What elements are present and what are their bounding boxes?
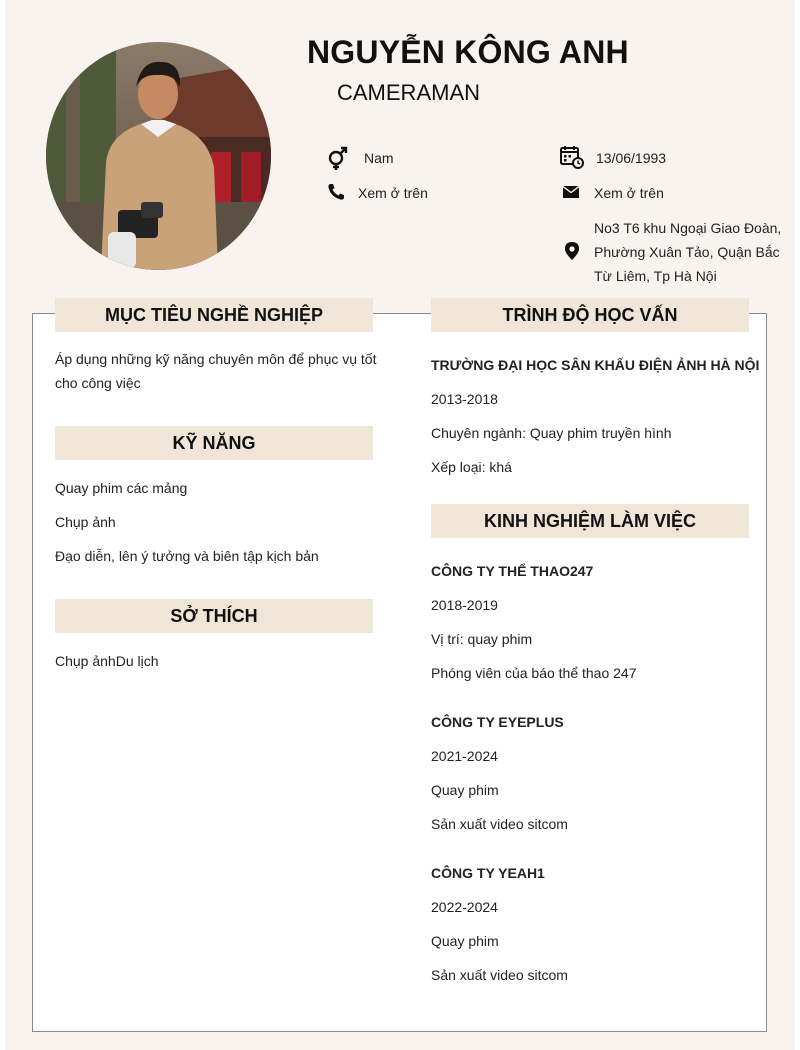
job-description: Phóng viên của báo thể thao 247 [431, 665, 637, 681]
skills-heading: KỸ NĂNG [55, 426, 373, 460]
email-value: Xem ở trên [594, 185, 664, 201]
education-grade: Xếp loại: khá [431, 459, 512, 475]
calendar-icon [560, 145, 584, 172]
frame-top-line [748, 313, 767, 314]
birthday-value: 13/06/1993 [596, 150, 667, 166]
job-company: CÔNG TY THỂ THAO247 [431, 563, 594, 579]
job-role: Quay phim [431, 933, 499, 949]
objective-line: cho công việc [55, 375, 141, 391]
objective-text [55, 347, 385, 395]
job-role: Quay phim [431, 782, 499, 798]
objective-heading: MỤC TIÊU NGHỀ NGHIỆP [55, 298, 373, 332]
address-value [594, 216, 781, 288]
skill-item: Quay phim các mảng [55, 480, 188, 496]
phone-value: Xem ở trên [358, 185, 428, 201]
envelope-icon [563, 185, 579, 201]
job-years: 2018-2019 [431, 597, 498, 613]
job-years: 2022-2024 [431, 899, 498, 915]
education-school: TRƯỜNG ĐẠI HỌC SÂN KHẤU ĐIỆN ẢNH HÀ NỘI [431, 357, 760, 373]
frame-top-line [372, 313, 432, 314]
education-major: Chuyên ngành: Quay phim truyền hình [431, 425, 672, 441]
job-description: Sản xuất video sitcom [431, 967, 568, 983]
experience-heading: KINH NGHIỆM LÀM VIỆC [431, 504, 749, 538]
frame-top-line [32, 313, 56, 314]
gender-value: Nam [364, 150, 394, 166]
hobbies-heading: SỞ THÍCH [55, 599, 373, 633]
job-title: CAMERAMAN [337, 80, 481, 105]
phone-icon [327, 183, 345, 204]
address-line: Từ Liêm, Tp Hà Nội [594, 268, 717, 284]
address-line: No3 T6 khu Ngoại Giao Đoàn, [594, 220, 782, 236]
job-company: CÔNG TY YEAH1 [431, 865, 545, 881]
content-frame [32, 313, 767, 1032]
job-role: Vị trí: quay phim [431, 631, 533, 647]
skill-item: Đạo diễn, lên ý tưởng và biên tập kịch bản [55, 548, 319, 564]
profile-photo [46, 42, 271, 270]
job-years: 2021-2024 [431, 748, 498, 764]
resume-page [5, 0, 795, 1050]
education-years: 2013-2018 [431, 391, 498, 407]
job-company: CÔNG TY EYEPLUS [431, 714, 564, 730]
skill-item: Chụp ảnh [55, 514, 116, 530]
location-pin-icon [565, 242, 579, 263]
full-name: NGUYỄN KÔNG ANH [307, 34, 629, 70]
gender-icon [327, 146, 349, 173]
objective-line: Áp dụng những kỹ năng chuyên môn để phục vụ tốt [55, 351, 377, 367]
job-description: Sản xuất video sitcom [431, 816, 568, 832]
address-line: Phường Xuân Tảo, Quận Bắc [594, 244, 780, 260]
hobbies-text: Chụp ảnhDu lịch [55, 653, 159, 669]
education-heading: TRÌNH ĐỘ HỌC VẤN [431, 298, 749, 332]
